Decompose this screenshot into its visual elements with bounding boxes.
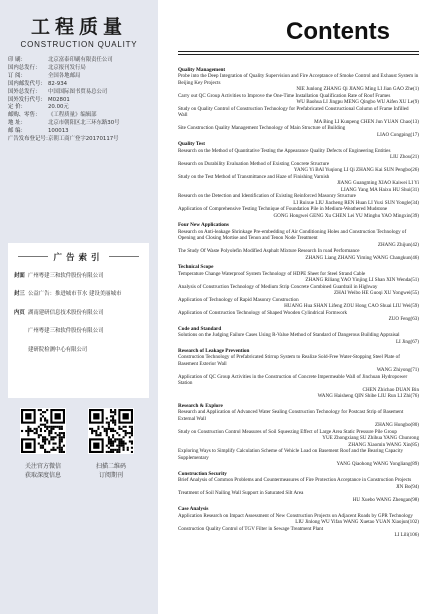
ad-index-title: 广告索引 bbox=[53, 253, 104, 263]
pubinfo-value: 中国国际图书贸易总公司 bbox=[48, 88, 108, 95]
toc-article-title: Study on Construction Control Measures of Soil Squeezing Effect of Large Area Static Pressure Pile Group bbox=[178, 428, 397, 435]
pubinfo-label: 地 址： bbox=[8, 120, 26, 127]
toc-article-authors: YUE Zhongxiang SU Zhihua YANG Chunrong bbox=[322, 435, 419, 442]
toc-section-heading: Quality Management bbox=[178, 67, 226, 73]
toc-article-title: Research on the Method of Quantitative Testing the Appearance Quality Defects of Engineering Entities bbox=[178, 147, 391, 154]
toc-article-authors: CHEN Zhichao DUAN Bin bbox=[362, 386, 419, 393]
advertiser-name: 公益广告：推进城市节水 建设美丽城市 bbox=[28, 291, 122, 298]
toc-article-title: Site Construction Quality Management Technology of Main Structure of Building bbox=[178, 125, 346, 132]
contents-title: Contents bbox=[286, 18, 390, 45]
toc-section-heading: Code and Standard bbox=[178, 325, 222, 332]
magazine-logo-cn: 工程质量 bbox=[30, 16, 127, 38]
toc-article-title: Construction Technology of Prefabricated Stirrup System to Realize Sold-Free Water-Stopping Steel Plate of Basement Exterior Wall bbox=[178, 354, 400, 367]
pubinfo-row bbox=[8, 128, 150, 136]
pubinfo-value: 82-934 bbox=[48, 80, 68, 87]
toc-article-authors: LI Ruixue LIU Jiacheng REN Huan LI Yuxi SUN Yongle(34) bbox=[293, 199, 419, 206]
toc-article-authors: LIU Jinlong WU Yifan WANG Xuetao YUAN Xiaojun(102) bbox=[295, 519, 419, 526]
ad-position: 封三 bbox=[14, 291, 25, 298]
pubinfo-value: 《工程质量》编辑部 bbox=[48, 112, 97, 119]
toc-article-title: Research on the Detection and Identification of Existing Reinforced Masonry Structure bbox=[178, 193, 356, 200]
ad-index-row bbox=[14, 273, 146, 279]
pubinfo-row bbox=[8, 73, 150, 81]
ad-position bbox=[14, 328, 28, 334]
advertiser-name: 湖南建研信息技术股份有限公司 bbox=[28, 309, 104, 316]
toc-article-title: Application of Comprehensive Testing Technique of Foundation Pile in Medium-Weathered Mudstone bbox=[178, 206, 388, 213]
pubinfo-label: 邮 编： bbox=[8, 128, 26, 135]
toc-article-title: Research on Anti-leakage Shrinkage Pre-embedding of Air Conditioning Holes and Construction Technology of Opening and Closing Mortise and Tenon and Tenon Node Treatment bbox=[178, 228, 407, 242]
pubinfo-row bbox=[8, 97, 150, 105]
pubinfo-label: 国内邮发代号： bbox=[8, 80, 46, 87]
toc-article-title: Brief Analysis of Common Problems and Countermeasures of Fire Protection Acceptance in Construction Projects bbox=[178, 477, 412, 484]
ad-index-list bbox=[14, 273, 146, 365]
toc-article-authors: ZHANG Riliang YAO Yinjing LI Shan XIN Wenda(51) bbox=[305, 277, 419, 284]
toc-article-authors: GONG Hongwei GENG Xu CHEN Lei YU Minghu YAO Mingxin(39) bbox=[273, 212, 419, 219]
toc-article-authors: LIU Zhou(21) bbox=[390, 154, 419, 161]
ad-index-row bbox=[14, 310, 146, 316]
toc-article-authors: HUANG Hua SHAN Lifeng ZOU Hong CAO Shuai LIU Wei(59) bbox=[284, 303, 419, 310]
toc-section-heading: Case Analysis bbox=[178, 506, 209, 513]
pubinfo-label: 邮购、零售： bbox=[8, 112, 41, 119]
toc-article-title: Solutions on the Judging Failure Cases Using R-Value Method of Standard of Dangerous Building Appraisal bbox=[178, 332, 400, 339]
toc-article-authors: LIANG Yang MA Haixu HU Shui(31) bbox=[340, 186, 419, 193]
advertiser-name: 建研院检测中心有限公司 bbox=[28, 346, 88, 353]
toc-article-title: Probe into the Deep Integration of Quality Supervision and Fire Acceptance of Smoke Control and Exhaust System in Beijing Key Projects bbox=[178, 73, 419, 86]
wechat-qr-code[interactable] bbox=[20, 408, 66, 454]
pubinfo-label: 国外总发行： bbox=[8, 88, 41, 95]
toc-article-authors: LIAO Congping(17) bbox=[376, 131, 419, 138]
contents-rule bbox=[178, 51, 419, 52]
pubinfo-label: 订 阅： bbox=[8, 72, 26, 79]
pubinfo-row bbox=[8, 57, 150, 65]
pubinfo-label: 国内总发行： bbox=[8, 64, 41, 71]
toc-article-title: The Study Of Waste Polyolefin Modified Asphalt Mixture Research In road Performance bbox=[178, 248, 360, 255]
ad-index-row bbox=[14, 347, 146, 353]
publication-info bbox=[8, 57, 150, 144]
toc-article-title: Treatment of Soil Nailing Wall Support in Saturated Silt Area bbox=[178, 490, 304, 497]
wechat-qr-caption: 关注官方微信 获取深度信息 bbox=[24, 463, 61, 479]
pubinfo-row bbox=[8, 81, 150, 89]
toc-section-heading: Construction Security bbox=[178, 470, 227, 477]
pubinfo-value: 20.00元 bbox=[48, 104, 69, 111]
pubinfo-row bbox=[8, 89, 150, 97]
toc-article-authors: ZHANG Zhijun(42) bbox=[377, 241, 419, 248]
ad-index-row bbox=[14, 328, 146, 334]
contents-rule-thin bbox=[178, 54, 419, 55]
pubinfo-value: 京朝工商广登字20170117号 bbox=[48, 136, 119, 143]
toc-section-heading: Research & Explore bbox=[178, 402, 223, 409]
pubinfo-value: M02801 bbox=[48, 96, 70, 103]
toc-article-authors: LI Jing(67) bbox=[395, 338, 419, 345]
toc-article-title: Carry out QC Group Activities to Improve the One-Time Installation Qualification Rate of Roof Frames bbox=[178, 92, 391, 99]
toc-article-authors: ZHANG Xiaomin WANG Xin(85) bbox=[348, 441, 419, 448]
toc-article-title: Exploring Ways to Simplify Calculation Scheme of Vehicle Load on Basement Roof and the Bearing Capacity Supplementary bbox=[178, 448, 404, 461]
toc-article-authors: ZHANG Hongbo(80) bbox=[375, 422, 419, 429]
pubinfo-label: 定 价： bbox=[8, 104, 26, 111]
toc-article-authors: YANG Yi BAI Yuqiong LI Qi ZHANG Kai SUN Pengbo(26) bbox=[293, 167, 419, 174]
toc-article-title: Application of QC Group Activities in the Construction of Concrete Impermeable Wall of Jinchuan Hydropower Station bbox=[178, 373, 408, 387]
ad-index bbox=[8, 243, 149, 398]
toc-section-heading: Technical Scope bbox=[178, 264, 214, 271]
pubinfo-value: 全国各地邮局 bbox=[48, 72, 81, 79]
pubinfo-label: 印 刷： bbox=[8, 57, 26, 63]
toc-article-authors: JIANG Guangming XIAO Kaiwei LI Yi bbox=[336, 180, 419, 187]
pubinfo-row bbox=[8, 136, 150, 144]
toc-article-authors: JIN Bo(94) bbox=[395, 483, 419, 490]
ad-index-row bbox=[14, 291, 146, 297]
table-of-contents bbox=[178, 64, 419, 539]
toc-article-authors: ZHAI Weibo HE Guoqi XU Yongwei(55) bbox=[334, 290, 419, 297]
advertiser-name: 广州粤建三和软件股份有限公司 bbox=[28, 273, 104, 279]
toc-article-title: Research on Durability Evaluation Method of Existing Concrete Structure bbox=[178, 160, 330, 167]
toc-article-authors: LI Lili(106) bbox=[394, 532, 419, 539]
toc-article-title: Construction Quality Control of TGV Filter in Sewage Treatment Plant bbox=[178, 525, 324, 532]
toc-section-heading: Quality Test bbox=[178, 141, 205, 148]
advertiser-name: 广州粤建三和软件股份有限公司 bbox=[28, 328, 104, 335]
ad-position bbox=[14, 347, 28, 353]
toc-article-authors: WANG Zhiyong(71) bbox=[376, 367, 419, 374]
ad-title-rule-right bbox=[109, 256, 139, 257]
toc-article-authors: MA Bing LI Kunpeng CHEN Jun YUAN Chao(13) bbox=[314, 118, 419, 125]
pubinfo-label: 国外发行代号： bbox=[8, 96, 46, 103]
toc-article-title: Analysis of Construction Technology of Medium Strip Concrete Combined Guardrail in Highway bbox=[178, 283, 378, 290]
subscribe-qr-caption: 扫描二维码 订阅期刊 bbox=[95, 463, 126, 479]
pubinfo-row bbox=[8, 65, 150, 73]
toc-article-authors: NIE Junlong ZHANG Qi JIANG Ming LI Jian GAO Zhe(1) bbox=[296, 86, 419, 93]
subscribe-qr-code[interactable] bbox=[88, 408, 134, 454]
ad-position: 封面 bbox=[14, 273, 25, 279]
pubinfo-value: 北京富泰印刷有限责任公司 bbox=[48, 57, 113, 63]
toc-article-title: Study on Quality Control of Construction Technology for Prefabricated Constructional Column of Frame Infilled Wall bbox=[178, 105, 409, 119]
ad-position: 内页 bbox=[14, 309, 25, 316]
toc-article-authors: YANG Qiaohong WANG Yongliang(89) bbox=[336, 461, 419, 468]
toc-section-heading: Research of Leakage Prevention bbox=[178, 348, 250, 355]
toc-article-title: Application of Construction Technology of Shaped Wooden Cylindrical Formwork bbox=[178, 309, 348, 316]
pubinfo-label: 广告发布登记号： bbox=[8, 136, 52, 143]
toc-article-title: Research and Application of Advanced Water Sealing Construction Technology for Postcast Strip of Basement External Wall bbox=[178, 409, 404, 422]
toc-article-title: Study on the Test Method of Transmittance and Haze of Finishing Varnish bbox=[178, 173, 330, 180]
pubinfo-value: 北京报刊发行局 bbox=[48, 64, 86, 71]
toc-section-heading: Four New Applications bbox=[178, 222, 229, 229]
toc-article-authors: WANG Haisheng QIN Shibe LIU Run LI Zhi(76) bbox=[317, 393, 419, 400]
toc-article-authors: HU Xuebo WANG Zhengan(98) bbox=[352, 496, 419, 503]
pubinfo-value: 100013 bbox=[48, 128, 69, 135]
toc-article-authors: ZHANG Liang ZHANG Yiming WANG Changkun(46) bbox=[305, 254, 419, 261]
toc-article-title: Temperature Change Waterproof System Technology of HDPE Sheet for Steel Strand Cable bbox=[178, 270, 366, 277]
pubinfo-row bbox=[8, 120, 150, 128]
toc-article-authors: WU Baohua LI Jingpu MENG Qingbo WU Aifen XU Le(9) bbox=[296, 99, 419, 106]
pubinfo-value: 北京市朝阳区北三环东路30号 bbox=[48, 120, 120, 127]
toc-article-authors: ZUO Feng(63) bbox=[388, 316, 419, 323]
toc-article-title: Application of Technology of Rapid Masonry Construction bbox=[178, 296, 299, 303]
magazine-logo-en: CONSTRUCTION QUALITY bbox=[20, 40, 138, 49]
toc-article-title: Application Research on Impact Assessment of New Construction Projects on Adjacent Roads by GPR Technology bbox=[178, 512, 413, 519]
